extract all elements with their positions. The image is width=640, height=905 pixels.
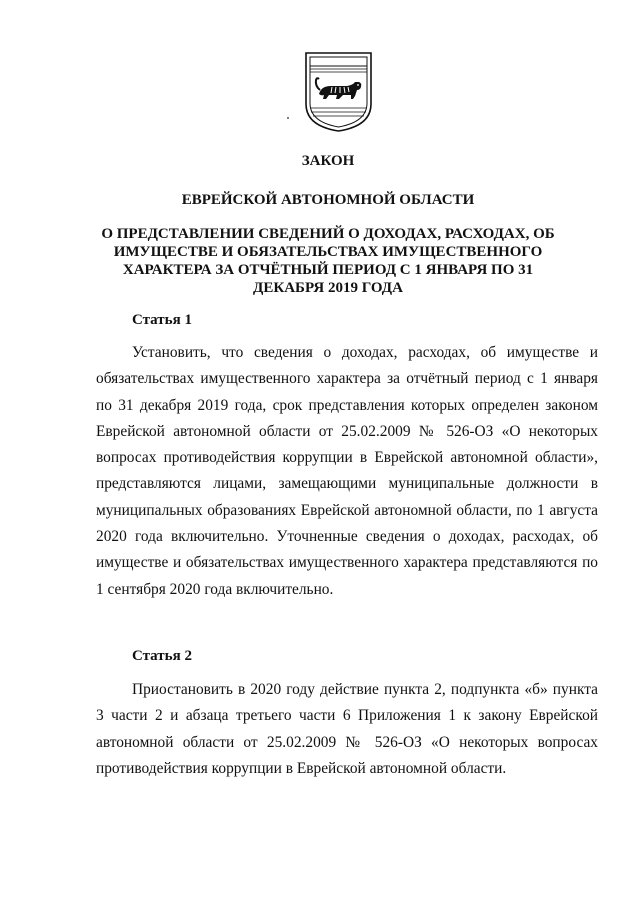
doc-type-title: ЗАКОН [301,153,355,169]
article-1-heading: Статья 1 [132,312,192,328]
article-2-heading: Статья 2 [132,648,192,664]
article-2-text: Приостановить в 2020 году действие пункта 2, подпункта «б» пункта 3 части 2 и абзаца третьего части 6 Приложения 1 к закону Еврейской автономной области от 25.02.2009 № 526-ОЗ «О некоторых вопросах противодействия коррупции в Еврейской автономной области. [96,681,598,777]
region-title: ЕВРЕЙСКОЙ АВТОНОМНОЙ ОБЛАСТИ [181,192,475,208]
scan-dot [287,117,289,119]
coat-of-arms-icon [305,52,372,132]
article-1-text: Установить, что сведения о доходах, расходах, об имуществе и обязательствах имущественного характера за отчётный период с 1 января по 31 декабря 2019 года, срок представления которых определен законом Еврейской автономной области от 25.02.2009 № 526-ОЗ «О некоторых вопросах противодействия коррупции в Еврейской автономной области», представляются лицами, замещающими муниципальные должности в муниципальных образованиях Еврейской автономной области, по 1 августа 2020 года включительно. Уточненные сведения о доходах, расходах, об имуществе и обязательствах имущественного характера представляются по 1 сентября 2020 года включительно. [96,344,598,598]
law-subject: О ПРЕДСТАВЛЕНИИ СВЕДЕНИЙ О ДОХОДАХ, РАСХОДАХ, ОБ ИМУЩЕСТВЕ И ОБЯЗАТЕЛЬСТВАХ ИМУЩЕСТВЕННОГО ХАРАКТЕРА ЗА ОТЧЁТНЫЙ ПЕРИОД С 1 ЯНВАРЯ ПО 31 ДЕКАБРЯ 2019 ГОДА [101,226,555,296]
